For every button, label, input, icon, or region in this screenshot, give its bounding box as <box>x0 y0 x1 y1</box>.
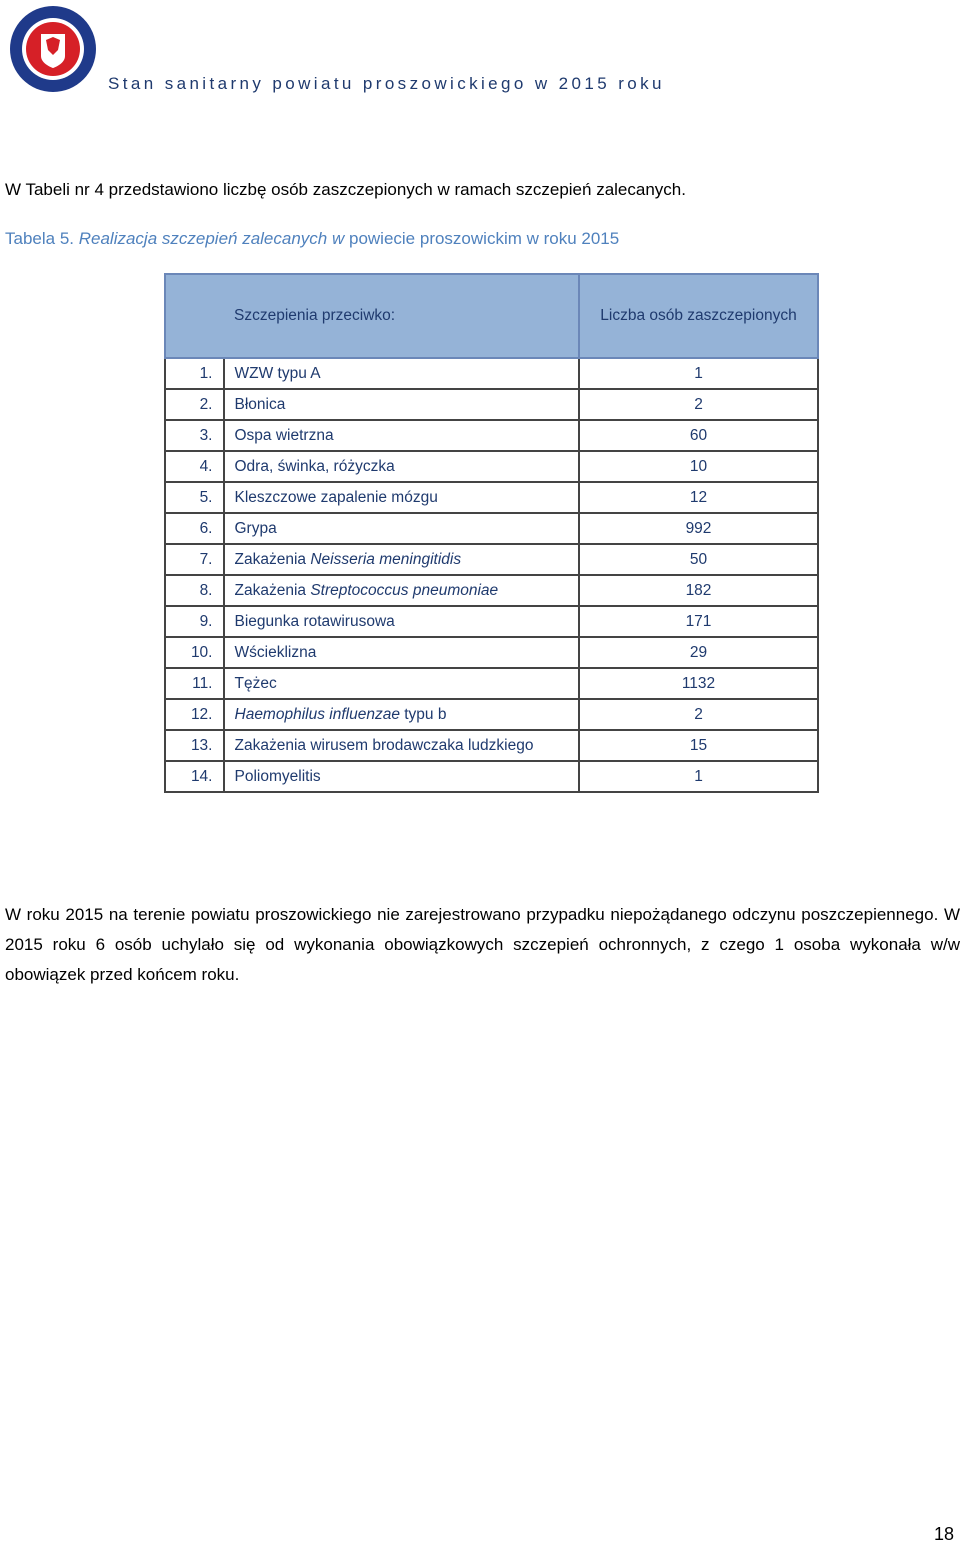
vaccine-name-pre: Tężec <box>234 674 277 692</box>
row-vaccine-name <box>224 699 580 730</box>
row-vaccine-name <box>224 761 580 792</box>
table-row <box>165 606 818 637</box>
row-number: 1. <box>165 358 224 389</box>
row-number: 10. <box>165 637 224 668</box>
row-vaccine-name <box>224 451 580 482</box>
vaccine-name-pre: Zakażenia wirusem brodawczaka ludzkiego <box>234 736 534 754</box>
row-count: 182 <box>579 575 818 606</box>
row-count: 1 <box>579 358 818 389</box>
table-row <box>165 575 818 606</box>
vaccine-name-pre: Zakażenia <box>234 550 311 568</box>
vaccine-name-post: typu b <box>399 705 447 723</box>
row-count: 171 <box>579 606 818 637</box>
table-row <box>165 482 818 513</box>
vaccine-name-it: Haemophilus influenzae <box>234 705 400 723</box>
row-number: 8. <box>165 575 224 606</box>
table-row <box>165 451 818 482</box>
vaccine-name-pre: Odra, świnka, różyczka <box>234 457 395 475</box>
vaccine-name-pre: WZW typu A <box>234 364 321 382</box>
row-number: 11. <box>165 668 224 699</box>
row-number: 6. <box>165 513 224 544</box>
row-vaccine-name <box>224 358 580 389</box>
vaccine-name-pre: Ospa wietrzna <box>234 426 334 444</box>
row-count: 10 <box>579 451 818 482</box>
header-number-cell <box>165 274 224 358</box>
row-count: 2 <box>579 389 818 420</box>
table-row <box>165 637 818 668</box>
row-vaccine-name <box>224 544 580 575</box>
table-row <box>165 389 818 420</box>
table-caption <box>5 229 619 249</box>
caption-suffix: powiecie proszowickim w roku 2015 <box>344 229 620 248</box>
row-count: 1 <box>579 761 818 792</box>
row-count: 50 <box>579 544 818 575</box>
row-number: 13. <box>165 730 224 761</box>
row-count: 60 <box>579 420 818 451</box>
table-header-row <box>165 274 818 358</box>
row-number: 12. <box>165 699 224 730</box>
vaccine-name-pre: Zakażenia <box>234 581 311 599</box>
table-row <box>165 513 818 544</box>
row-count: 992 <box>579 513 818 544</box>
table-row <box>165 544 818 575</box>
row-number: 5. <box>165 482 224 513</box>
table-row <box>165 730 818 761</box>
row-vaccine-name <box>224 637 580 668</box>
vaccine-name-pre: Kleszczowe zapalenie mózgu <box>234 488 438 506</box>
vaccine-name-pre: Poliomyelitis <box>234 767 321 785</box>
table-row <box>165 358 818 389</box>
row-count: 12 <box>579 482 818 513</box>
page-number: 18 <box>933 1524 954 1544</box>
vaccine-name-it: Neisseria meningitidis <box>310 550 462 568</box>
row-vaccine-name <box>224 389 580 420</box>
header-title: Stan sanitarny powiatu proszowickiego w 2015 roku <box>108 74 665 93</box>
row-vaccine-name <box>224 606 580 637</box>
row-vaccine-name <box>224 420 580 451</box>
row-number: 14. <box>165 761 224 792</box>
table-row <box>165 668 818 699</box>
row-number: 9. <box>165 606 224 637</box>
vaccination-table <box>164 273 819 793</box>
row-vaccine-name <box>224 513 580 544</box>
row-vaccine-name <box>224 668 580 699</box>
summary-paragraph: W roku 2015 na terenie powiatu proszowickiego nie zarejestrowano przypadku niepożądanego odczynu poszczepiennego. W 2015 roku 6 osób uchylało się od wykonania obowiązkowych szczepień ochronnych, z czego 1 osoba wykonała w/w obowiązek przed końcem roku. <box>5 905 960 984</box>
row-vaccine-name <box>224 482 580 513</box>
header-count: Liczba osób zaszczepionych <box>579 274 818 358</box>
caption-italic: Realizacja szczepień zalecanych w <box>78 229 345 248</box>
row-vaccine-name <box>224 730 580 761</box>
table-body <box>165 358 818 792</box>
vaccine-name-pre: Biegunka rotawirusowa <box>234 612 395 630</box>
caption-prefix: Tabela 5. <box>5 229 79 248</box>
row-count: 15 <box>579 730 818 761</box>
table-row <box>165 420 818 451</box>
row-vaccine-name <box>224 575 580 606</box>
row-count: 1132 <box>579 668 818 699</box>
vaccine-name-pre: Grypa <box>234 519 277 537</box>
vaccine-name-it: Streptococcus pneumoniae <box>310 581 499 599</box>
vaccine-name-pre: Błonica <box>234 395 286 413</box>
row-number: 2. <box>165 389 224 420</box>
row-count: 29 <box>579 637 818 668</box>
table-row <box>165 699 818 730</box>
row-count: 2 <box>579 699 818 730</box>
header-vaccine: Szczepienia przeciwko: <box>224 274 580 358</box>
vaccine-name-pre: Wścieklizna <box>234 643 317 661</box>
row-number: 7. <box>165 544 224 575</box>
table-row <box>165 761 818 792</box>
sanitary-inspection-emblem-icon <box>8 4 98 94</box>
row-number: 4. <box>165 451 224 482</box>
intro-text: W Tabeli nr 4 przedstawiono liczbę osób zaszczepionych w ramach szczepień zalecanych. <box>5 180 686 199</box>
row-number: 3. <box>165 420 224 451</box>
